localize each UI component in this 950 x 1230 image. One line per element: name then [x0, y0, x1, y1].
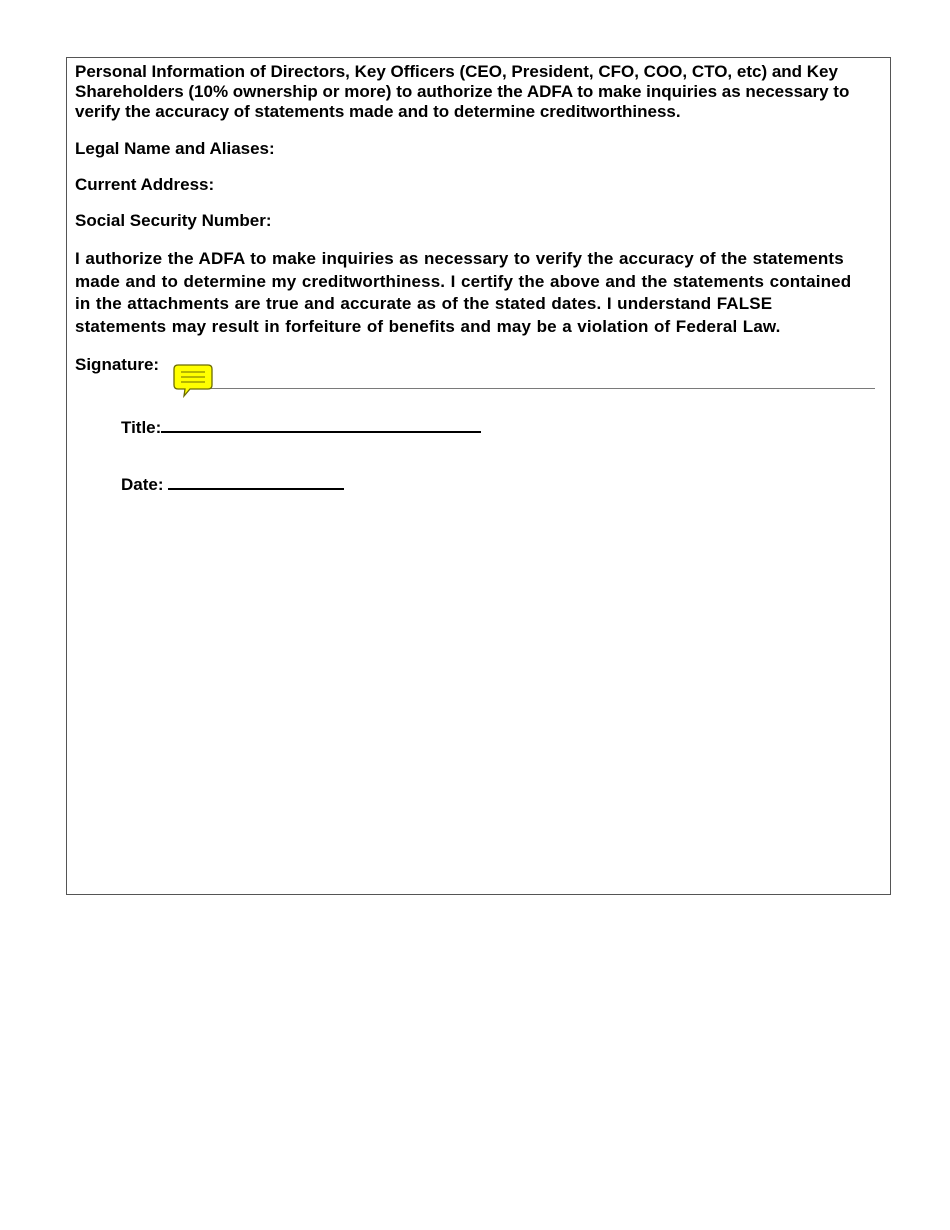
certification-line: statements may result in forfeiture of benefits and may be a violation of Federal Law.	[75, 316, 781, 336]
title-field-line[interactable]	[161, 415, 481, 433]
date-row	[121, 472, 344, 495]
signature-label: Signature:	[75, 355, 160, 374]
legal-name-label: Legal Name and Aliases:	[75, 139, 275, 158]
certification-line: made and to determine my creditworthiness. I certify the above and the statements contained	[75, 271, 852, 291]
comment-note-icon[interactable]	[172, 362, 214, 400]
ssn-label: Social Security Number:	[75, 211, 272, 230]
signature-field-line[interactable]	[175, 388, 875, 389]
certification-paragraph	[75, 248, 895, 338]
intro-paragraph: Personal Information of Directors, Key Officers (CEO, President, CFO, COO, CTO, etc) and Key Shareholders (10% ownership or more) to authorize the ADFA to make inquiries as necessary to verify the accuracy of statements made and to determine creditworthiness.	[75, 62, 850, 121]
date-field-line[interactable]	[168, 472, 344, 490]
certification-line: in the attachments are true and accurate as of the stated dates. I understand FALSE	[75, 294, 773, 313]
current-address-label: Current Address:	[75, 175, 215, 194]
certification-line: I authorize the ADFA to make inquiries as necessary to verify the accuracy of the statements	[75, 249, 844, 268]
title-label: Title:	[121, 418, 162, 437]
date-label: Date:	[121, 475, 164, 494]
title-row	[121, 415, 481, 438]
